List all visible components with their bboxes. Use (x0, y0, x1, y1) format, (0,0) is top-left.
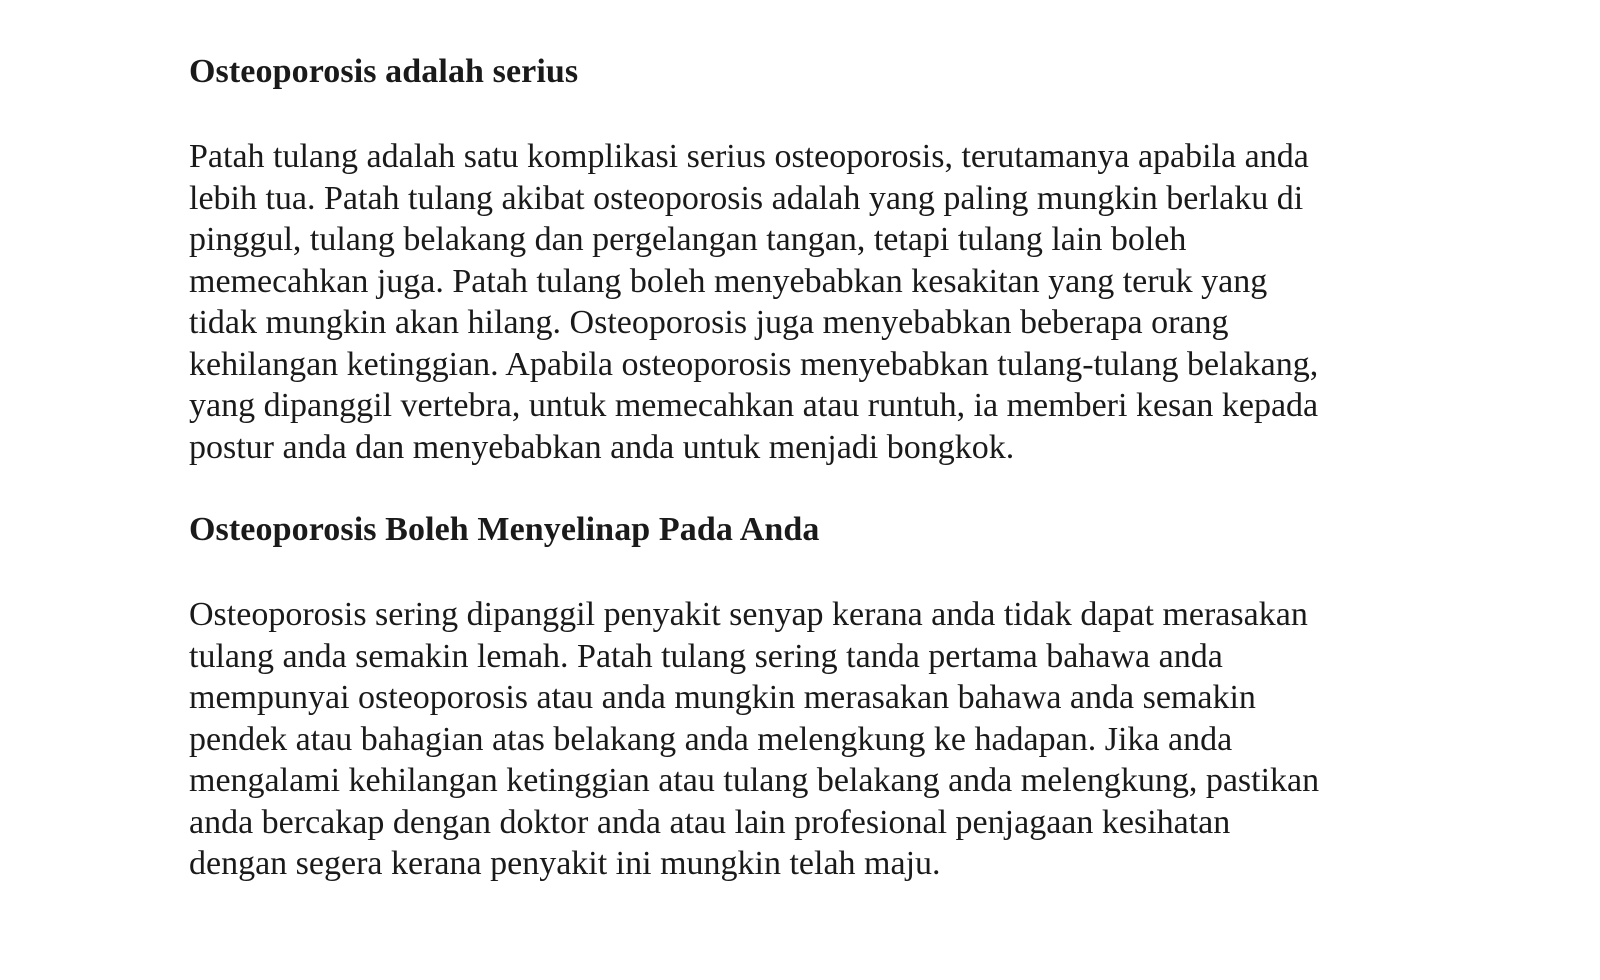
paragraph-line: mengalami kehilangan ketinggian atau tulang belakang anda melengkung, pastikan (189, 762, 1320, 799)
paragraph-line: lebih tua. Patah tulang akibat osteoporosis adalah yang paling mungkin berlaku di (189, 179, 1304, 217)
paragraph-line: pinggul, tulang belakang dan pergelangan tangan, tetapi tulang lain boleh (189, 221, 1187, 258)
paragraph-line: Osteoporosis sering dipanggil penyakit senyap kerana anda tidak dapat merasakan (189, 596, 1308, 633)
paragraph-line: anda bercakap dengan doktor anda atau lain profesional penjagaan kesihatan (189, 803, 1231, 841)
paragraph-line: dengan segera kerana penyakit ini mungkin telah maju. (189, 845, 941, 882)
paragraph-line: pendek atau bahagian atas belakang anda melengkung ke hadapan. Jika anda (189, 720, 1233, 758)
section-paragraph (189, 594, 1429, 885)
section-heading: Osteoporosis Boleh Menyelinap Pada Anda (189, 511, 820, 548)
paragraph-line: tidak mungkin akan hilang. Osteoporosis juga menyebabkan beberapa orang (189, 304, 1229, 341)
section-paragraph (189, 136, 1429, 468)
paragraph-line: tulang anda semakin lemah. Patah tulang sering tanda pertama bahawa anda (189, 637, 1223, 675)
section-heading: Osteoporosis adalah serius (189, 53, 579, 90)
paragraph-line: mempunyai osteoporosis atau anda mungkin merasakan bahawa anda semakin (189, 679, 1256, 716)
paragraph-line: kehilangan ketinggian. Apabila osteoporosis menyebabkan tulang-tulang belakang, (189, 345, 1319, 383)
document-page (189, 52, 1429, 885)
paragraph-line: postur anda dan menyebabkan anda untuk menjadi bongkok. (189, 428, 1015, 466)
paragraph-line: Patah tulang adalah satu komplikasi serius osteoporosis, terutamanya apabila anda (189, 138, 1309, 175)
paragraph-line: yang dipanggil vertebra, untuk memecahkan atau runtuh, ia memberi kesan kepada (189, 387, 1319, 424)
paragraph-line: memecahkan juga. Patah tulang boleh menyebabkan kesakitan yang teruk yang (189, 262, 1268, 300)
